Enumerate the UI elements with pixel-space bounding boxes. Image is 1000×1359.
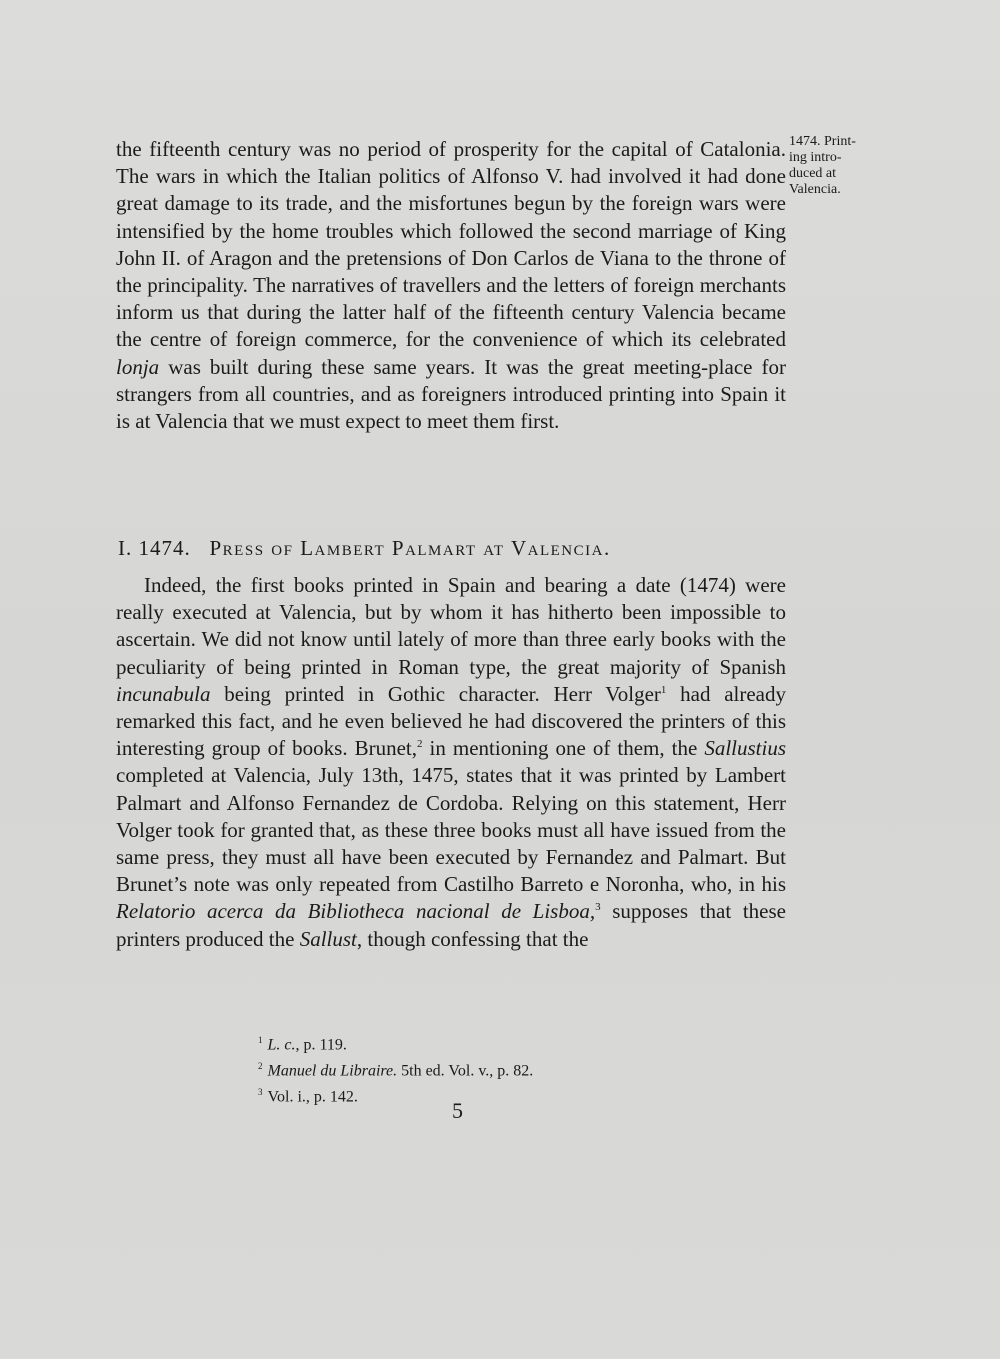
section-heading xyxy=(118,536,611,561)
paragraph-continued xyxy=(116,136,786,435)
section-number: I. 1474. xyxy=(118,536,191,560)
footnote-mark: 2 xyxy=(258,1060,263,1071)
footnote xyxy=(258,1030,533,1056)
paragraph xyxy=(116,572,786,953)
footnote-text: 5th ed. Vol. v., p. 82. xyxy=(397,1062,534,1080)
footnote-ref: 3 xyxy=(595,901,601,914)
footnote-mark: 1 xyxy=(258,1035,263,1045)
footnote-text: Vol. i., p. 142. xyxy=(267,1087,358,1105)
italic-term: Relatorio acerca da Bibliotheca nacional de Lisboa, xyxy=(116,899,596,924)
paragraph-text: Indeed, the first books printed in Spain and bearing a date (1474) were really executed at Valencia, but by whom it has hitherto been impossible to ascertain. We did not know until lately of more than three early books with the peculiarity of being printed in Roman type, the great majority of Spanish xyxy=(116,573,786,679)
section-title: Press of Lambert Palmart at Valencia. xyxy=(209,536,611,560)
page-number: 5 xyxy=(452,1098,463,1123)
italic-term: Sallustius xyxy=(704,736,786,761)
paragraph-text: had already remarked this fact, and he even believed he had discovered the printers of this interesting group of books. Brunet, xyxy=(116,681,786,761)
footnote-text: , p. 119. xyxy=(295,1036,347,1054)
italic-term: lonja xyxy=(116,354,160,379)
footnote xyxy=(258,1056,533,1082)
italic-term: incunabula xyxy=(116,681,211,706)
footnote xyxy=(258,1082,533,1108)
paragraph-text: completed at Valencia, July 13th, 1475, states that it was printed by Lambert Palmart and Alfonso Fernandez de Cordoba. Relying on this statement, Herr Volger took for granted that, as these three books must all have issued from the same press, they must all have been executed by Fernandez and Palmart. But Brunet’s note was only repeated from Castilho Barreto e Noronha, who, in his xyxy=(116,763,786,897)
paragraph-text: being printed in Gothic character. Herr Volger xyxy=(210,681,661,706)
footnote-ref: 1 xyxy=(660,683,667,696)
paragraph-text: was built during these same years. It was the great meeting-place for strangers from all countries, and as foreigners introduced printing into Spain it is at Valencia that we must expect to meet them first. xyxy=(116,354,786,434)
footnote-ref: 2 xyxy=(417,738,423,751)
margin-note: 1474. Print- ing intro- duced at Valencia. xyxy=(789,134,856,197)
footnotes xyxy=(258,1030,533,1107)
paragraph-text: in mentioning one of them, the xyxy=(422,736,705,761)
paragraph-text: , though confessing that the xyxy=(356,926,589,951)
paragraph-text: supposes that these printers produced the xyxy=(116,899,786,951)
paragraph-text: the fifteenth century was no period of prosperity for the capital of Catalonia. The wars in which the Italian politics of Alfonso V. had involved it had done great damage to its trade, and the misfortunes begun by the foreign wars were intensified by the home troubles which followed the second marriage of King John II. of Aragon and the pretensions of Don Carlos de Viana to the throne of the principality. The narratives of travellers and the letters of foreign merchants inform us that during the latter half of the fifteenth century Valencia became the centre of foreign commerce, for the convenience of which its celebrated xyxy=(116,137,786,352)
footnote-mark: 3 xyxy=(258,1086,263,1097)
footnote-italic: L. c. xyxy=(267,1036,296,1054)
italic-term: Sallust xyxy=(299,926,357,951)
footnote-italic: Manuel du Libraire. xyxy=(267,1062,398,1080)
